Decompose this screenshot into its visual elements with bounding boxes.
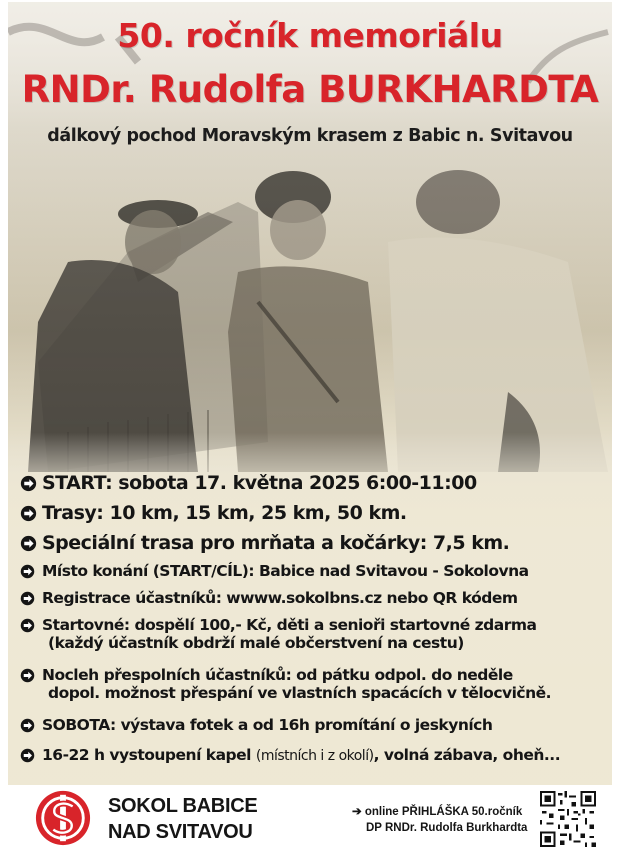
arrow-right-icon [20, 716, 42, 737]
info-item-special-route [20, 532, 610, 562]
arrow-right-icon [20, 472, 42, 497]
qr-code-icon[interactable] [540, 791, 596, 847]
poster [8, 2, 612, 785]
info-item-saturday [20, 716, 610, 746]
org-name-line1: SOKOL BABICE [108, 795, 258, 817]
online-registration-link[interactable]: ➔ online PŘIHLÁŠKA 50.ročník [352, 806, 523, 818]
arrow-right-icon [20, 562, 42, 583]
sokol-logo-icon [34, 789, 92, 847]
info-item-registration [20, 589, 610, 616]
info-list [20, 472, 610, 772]
info-item-text: Startovné: dospělí 100,- Kč, děti a senioři startovné zdarma [42, 616, 537, 634]
arrow-right-icon [20, 616, 42, 637]
arrow-right-icon [20, 746, 42, 767]
info-item-text: Registrace účastníků: wwww.sokolbns.cz nebo QR kódem [42, 589, 518, 607]
info-item-continuation: (každý účastník obdrží malé občerstvení na cestu) [48, 634, 464, 652]
footer [8, 785, 612, 852]
arrow-right-icon [20, 589, 42, 610]
info-item-text: SOBOTA: výstava fotek a od 16h promítání o jeskyních [42, 716, 493, 734]
org-name-line2: NAD SVITAVOU [108, 821, 253, 843]
info-item-bands [20, 746, 610, 772]
arrow-right-icon [20, 666, 42, 687]
online-registration-subtitle: DP RNDr. Rudolfa Burkhardta [366, 822, 528, 834]
info-item-text: Trasy: 10 km, 15 km, 25 km, 50 km. [42, 502, 407, 524]
info-item-venue [20, 562, 610, 589]
info-item-fee [20, 616, 610, 666]
arrow-right-icon [20, 502, 42, 527]
info-item-start [20, 472, 610, 502]
poster-subtitle: dálkový pochod Moravským krasem z Babic n. Svitavou [47, 126, 573, 146]
info-item-note: (místních i z okolí) [255, 748, 374, 764]
info-item-continuation: dopol. možnost přespání ve vlastních spacácích v tělocvičně. [48, 684, 552, 702]
info-item-text: Nocleh přespolních účastníků: od pátku odpol. do neděle [42, 666, 513, 684]
info-item-text: START: sobota 17. května 2025 6:00-11:00 [42, 472, 477, 494]
info-item-text-end: , volná zábava, oheň... [373, 746, 561, 764]
info-item-text: Místo konání (START/CÍL): Babice nad Svitavou - Sokolovna [42, 562, 529, 580]
info-item-text: 16-22 h vystoupení kapel [42, 746, 256, 764]
poster-title-line2: RNDr. Rudolfa BURKHARDTA [21, 68, 599, 111]
poster-title-line1: 50. ročník memoriálu [117, 16, 503, 55]
info-item-lodging [20, 666, 610, 716]
info-item-routes [20, 502, 610, 532]
arrow-right-icon [20, 532, 42, 557]
info-item-text: Speciální trasa pro mrňata a kočárky: 7,5 km. [42, 532, 510, 554]
